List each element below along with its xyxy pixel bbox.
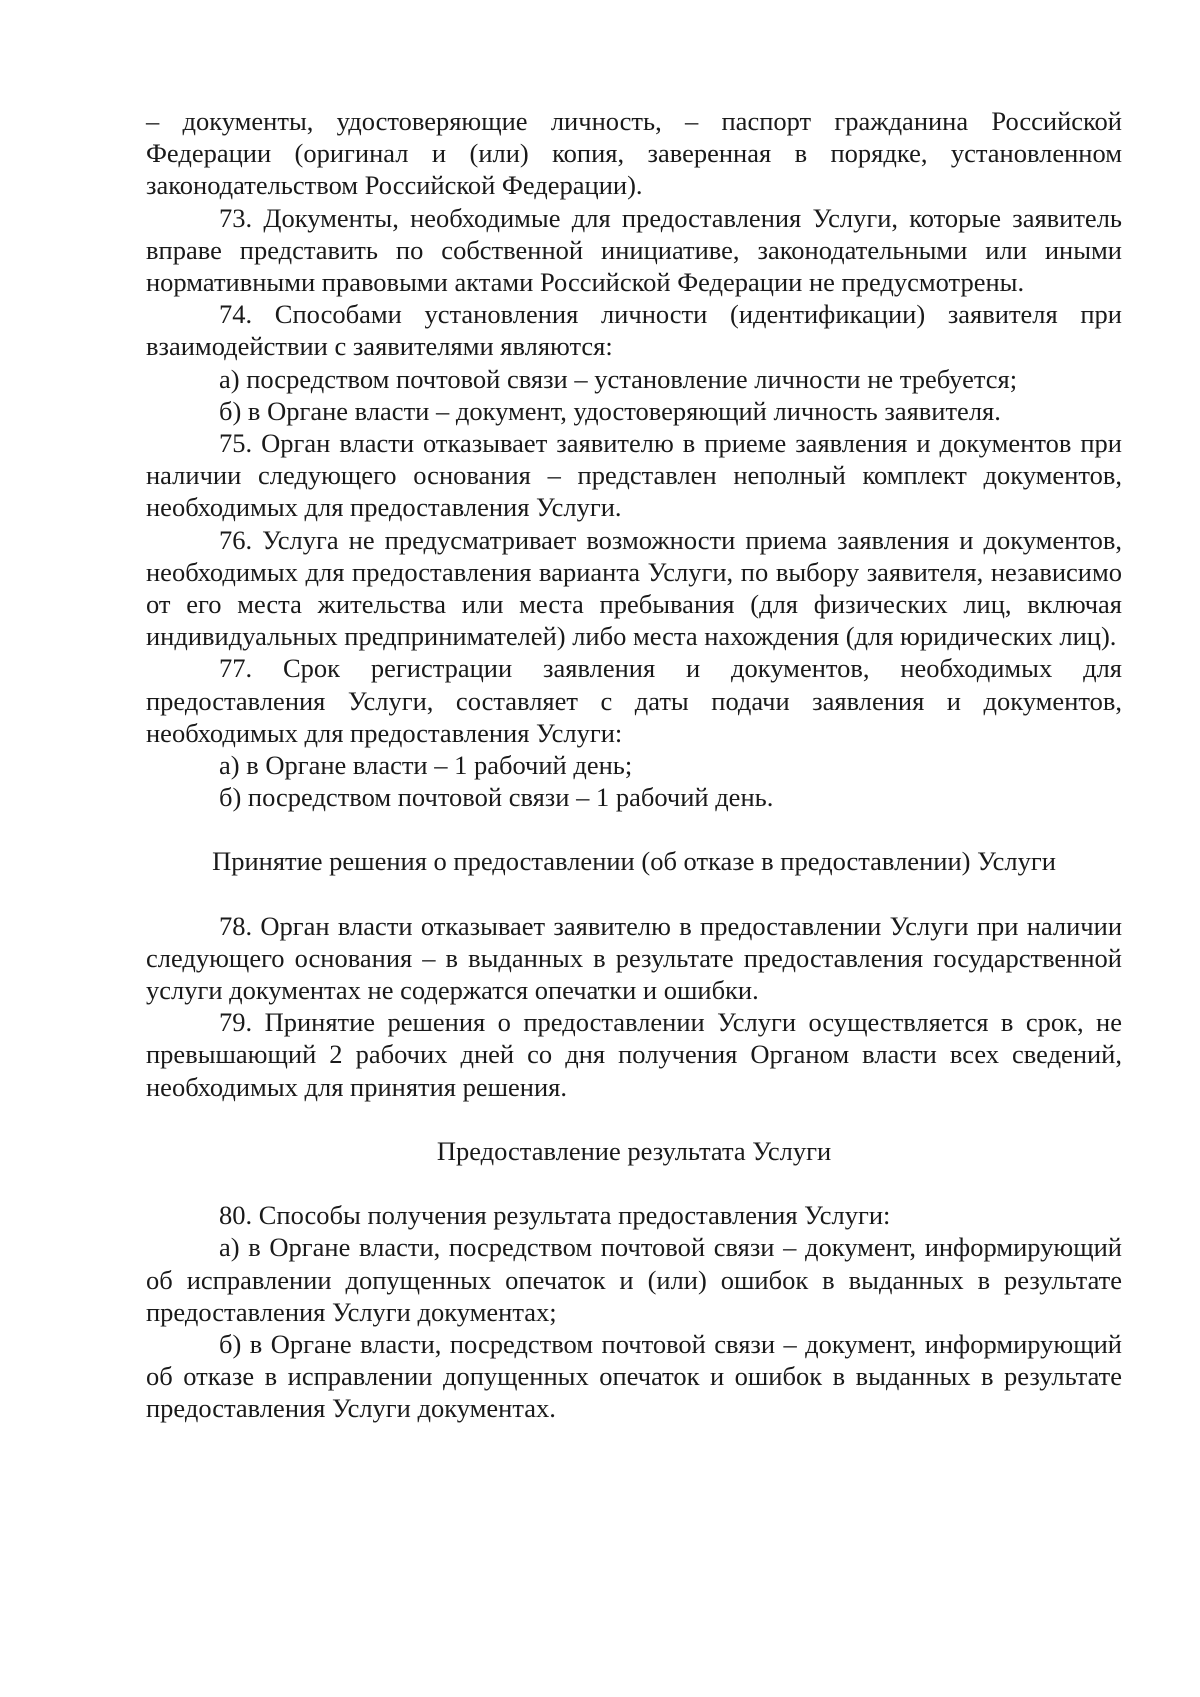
- paragraph-80-a: а) в Органе власти, посредством почтовой связи – документ, информирующий об исправлении допущенных опечаток и (или) ошибок в выданных в результате предоставления Услуги документах;: [146, 1232, 1122, 1327]
- paragraph-74: 74. Способами установления личности (идентификации) заявителя при взаимодействии с заявителями являются:: [146, 299, 1122, 362]
- paragraph-identity-documents: – документы, удостоверяющие личность, – паспорт гражданина Российской Федерации (оригинал и (или) копия, заверенная в порядке, установленном законодательством Российской Федерации).: [146, 106, 1122, 201]
- paragraph-74-b: б) в Органе власти – документ, удостоверяющий личность заявителя.: [219, 395, 1001, 426]
- paragraph-77-b: б) посредством почтовой связи – 1 рабочий день.: [219, 782, 774, 813]
- paragraph-74-a: а) посредством почтовой связи – установление личности не требуется;: [219, 363, 1018, 394]
- paragraph-80: 80. Способы получения результата предоставления Услуги:: [219, 1200, 891, 1231]
- document-page: [146, 105, 1122, 1425]
- paragraph-75: 75. Орган власти отказывает заявителю в приеме заявления и документов при наличии следующего основания – представлен неполный комплект документов, необходимых для предоставления Услуги.: [146, 428, 1122, 523]
- paragraph-73: 73. Документы, необходимые для предоставления Услуги, которые заявитель вправе представить по собственной инициативе, законодательными или иными нормативными правовыми актами Российской Федерации не предусмотрены.: [146, 202, 1122, 298]
- section-heading-result: Предоставление результата Услуги: [436, 1135, 832, 1166]
- paragraph-79: 79. Принятие решения о предоставлении Услуги осуществляется в срок, не превышающий 2 рабочих дней со дня получения Органом власти всех сведений, необходимых для принятия решения.: [146, 1007, 1122, 1102]
- paragraph-78: 78. Орган власти отказывает заявителю в предоставлении Услуги при наличии следующего основания – в выданных в результате предоставления государственной услуги документах не содержатся опечатки и ошибки.: [146, 910, 1122, 1006]
- paragraph-77: 77. Срок регистрации заявления и документов, необходимых для предоставления Услуги, составляет с даты подачи заявления и документов, необходимых для предоставления Услуги:: [146, 653, 1122, 748]
- paragraph-76: 76. Услуга не предусматривает возможности приема заявления и документов, необходимых для предоставления варианта Услуги, по выбору заявителя, независимо от его места жительства или места пребывания (для физических лиц, включая индивидуальных предпринимателей) либо места нахождения (для юридических лиц).: [146, 524, 1122, 652]
- section-heading-decision: Принятие решения о предоставлении (об отказе в предоставлении) Услуги: [212, 846, 1056, 877]
- paragraph-77-a: а) в Органе власти – 1 рабочий день;: [219, 750, 633, 781]
- paragraph-80-b: б) в Органе власти, посредством почтовой связи – документ, информирующий об отказе в исправлении допущенных опечаток и ошибок в выданных в результате предоставления Услуги документах.: [146, 1328, 1122, 1424]
